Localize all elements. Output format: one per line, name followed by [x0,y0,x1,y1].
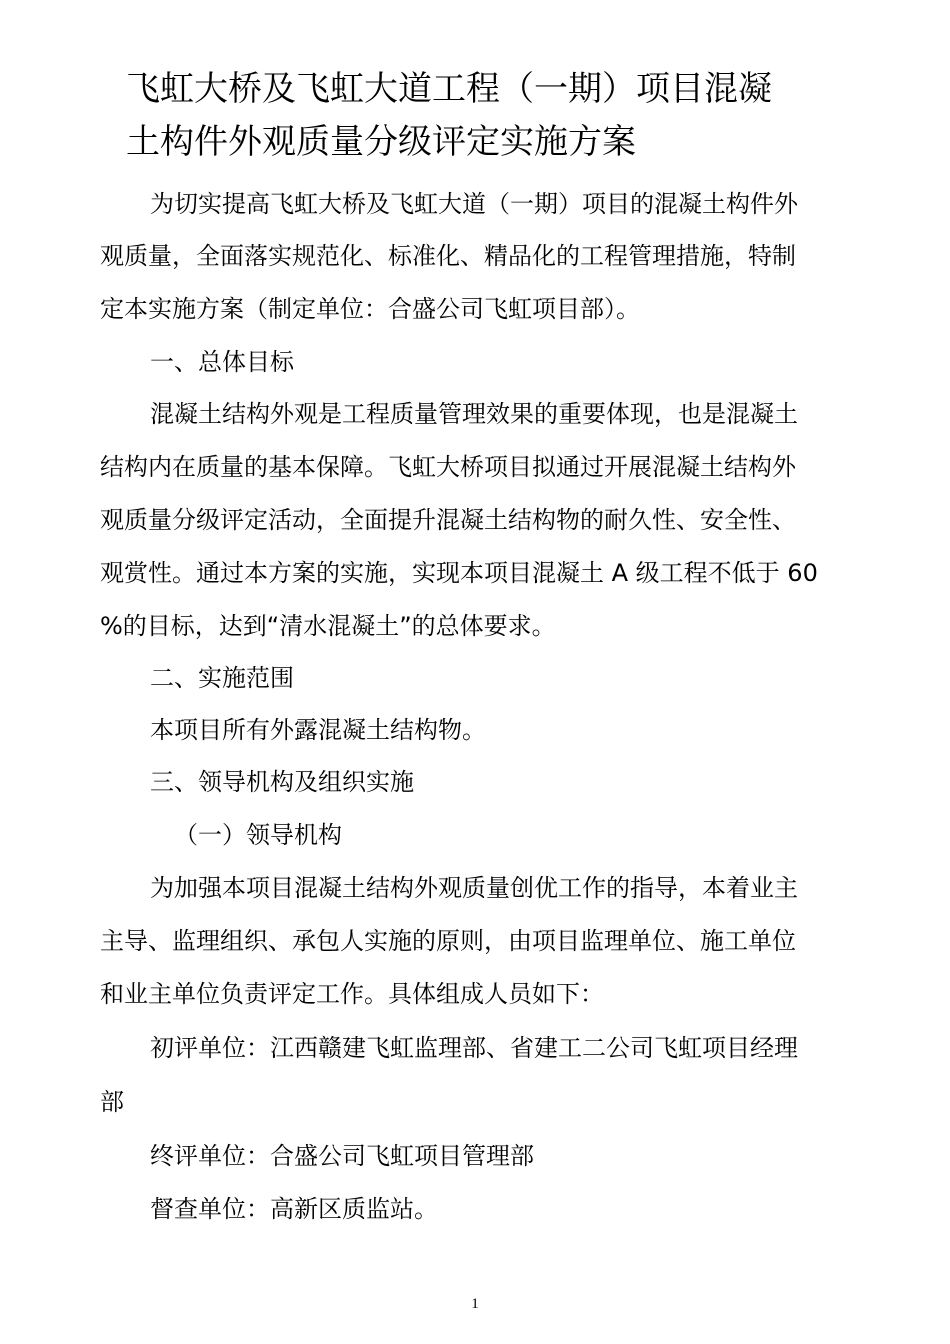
subsection-heading-leadership: （一）领导机构 [174,821,342,849]
goal-paragraph-line-5: %的目标，达到“清水混凝土”的总体要求。 [100,612,556,640]
intro-paragraph-line-1: 为切实提高飞虹大桥及飞虹大道（一期）项目的混凝土构件外 [150,190,798,218]
initial-review-unit-line-1: 初评单位：江西赣建飞虹监理部、省建工二公司飞虹项目经理 [150,1034,798,1062]
page-number: 1 [471,1296,479,1312]
document-title-line-1: 飞虹大桥及飞虹大道工程（一期）项目混凝 [126,69,772,109]
intro-paragraph-line-3: 定本实施方案（制定单位：合盛公司飞虹项目部）。 [100,295,640,323]
goal-paragraph-line-1: 混凝土结构外观是工程质量管理效果的重要体现，也是混凝土 [150,400,798,428]
supervision-unit: 督查单位：高新区质监站。 [150,1195,438,1223]
final-review-unit: 终评单位：合盛公司飞虹项目管理部 [150,1142,534,1170]
goal-paragraph-line-4: 观赏性。通过本方案的实施，实现本项目混凝土 A 级工程不低于 60 [100,559,818,587]
section-heading-overall-goal: 一、总体目标 [150,348,294,376]
initial-review-unit-line-2: 部 [100,1088,124,1116]
section-heading-organization: 三、领导机构及组织实施 [150,768,414,796]
goal-paragraph-line-2: 结构内在质量的基本保障。飞虹大桥项目拟通过开展混凝土结构外 [100,453,796,481]
goal-paragraph-line-3: 观质量分级评定活动，全面提升混凝土结构物的耐久性、安全性、 [100,506,796,534]
section-heading-scope: 二、实施范围 [150,664,294,692]
scope-paragraph: 本项目所有外露混凝土结构物。 [150,716,486,744]
intro-paragraph-line-2: 观质量，全面落实规范化、标准化、精品化的工程管理措施，特制 [100,242,796,270]
leadership-paragraph-line-3: 和业主单位负责评定工作。具体组成人员如下： [100,980,604,1008]
document-title-line-2: 土构件外观质量分级评定实施方案 [126,122,636,162]
leadership-paragraph-line-2: 主导、监理组织、承包人实施的原则，由项目监理单位、施工单位 [100,927,796,955]
leadership-paragraph-line-1: 为加强本项目混凝土结构外观质量创优工作的指导，本着业主 [150,874,798,902]
